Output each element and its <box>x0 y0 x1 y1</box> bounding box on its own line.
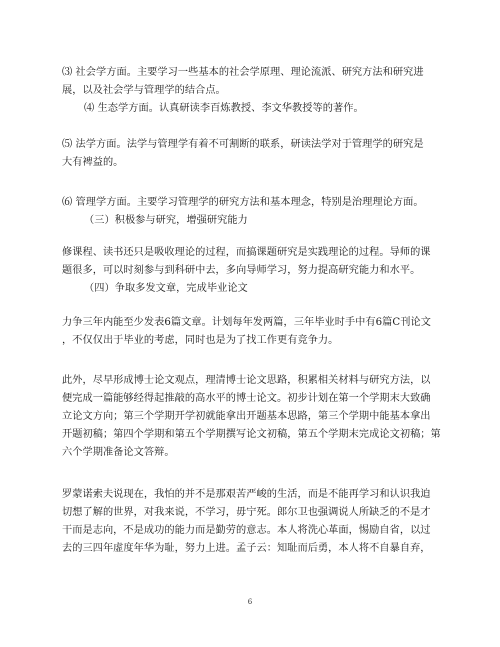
paragraph-sociology-line-1: ⑶ 社会学方面。主要学习一些基本的社会学原理、理论流派、研究方法和研究进 <box>62 67 424 78</box>
paragraph-thesis-line-4: 开题初稿；第四个学期和第五个学期撰写论文初稿，第五个学期末完成论文初稿；第 <box>62 429 441 440</box>
paragraph-research-line-1: 修课程、读书还只是吸收理论的过程，而搞课题研究是实践理论的过程。导师的课 <box>62 247 431 258</box>
section-heading-research: （三）积极参与研究，增强研究能力 <box>84 215 248 226</box>
paragraph-ecology: ⑷ 生态学方面。认真研读李百炼教授、李文华教授等的著作。 <box>84 103 364 114</box>
paragraph-law-line-1: ⑸ 法学方面。法学与管理学有着不可割断的联系，研读法学对于管理学的研究是 <box>62 139 424 150</box>
paragraph-resolve-line-4: 去的三四年虚度年华为耻，努力上进。孟子云：知耻而后勇，本人将不自暴自弃， <box>62 543 431 554</box>
paragraph-thesis-line-1: 此外，尽早形成博士论文观点，理清博士论文思路，积累相关材料与研究方法，以 <box>62 375 431 386</box>
paragraph-publications-line-1: 力争三年内能至少发表6篇文章。计划每年发两篇，三年毕业时手中有6篇C刊论文 <box>62 317 431 328</box>
paragraph-sociology-line-2: 展，以及社会学与管理学的结合点。 <box>62 85 226 96</box>
paragraph-resolve-line-2: 切想了解的世界，对我来说，不学习，毋宁死。郎尔卫也强调说人所缺乏的不是才 <box>62 507 431 518</box>
paragraph-thesis-line-5: 六个学期准备论文答辩。 <box>62 447 175 458</box>
paragraph-research-line-2: 题很多，可以时刻参与到科研中去，多向导师学习，努力提高研究能力和水平。 <box>62 265 421 276</box>
paragraph-publications-line-2: ，不仅仅出于毕业的考虑，同时也是为了找工作更有竞争力。 <box>62 335 339 346</box>
paragraph-management: ⑹ 管理学方面。主要学习管理学的研究方法和基本理念，特别是治理理论方面。 <box>62 197 424 208</box>
paragraph-thesis-line-3: 立论文方向；第三个学期开学初就能拿出开题基本思路，第三个学期中能基本拿出 <box>62 411 431 422</box>
paragraph-resolve-line-1: 罗蒙诺索夫说现在，我怕的并不是那艰苦严峻的生活，而是不能再学习和认识我迫 <box>62 489 431 500</box>
paragraph-thesis-line-2: 便完成一篇能够经得起推敲的高水平的博士论文。初步计划在第一个学期末大致确 <box>62 393 431 404</box>
paragraph-resolve-line-3: 干而是志向，不是成功的能力而是勤劳的意志。本人将洗心革面，惕励自省，以过 <box>62 525 431 536</box>
section-heading-publications: （四）争取多发文章，完成毕业论文 <box>84 283 248 294</box>
paragraph-law-line-2: 大有裨益的。 <box>62 157 124 168</box>
page-number: 6 <box>247 598 253 606</box>
